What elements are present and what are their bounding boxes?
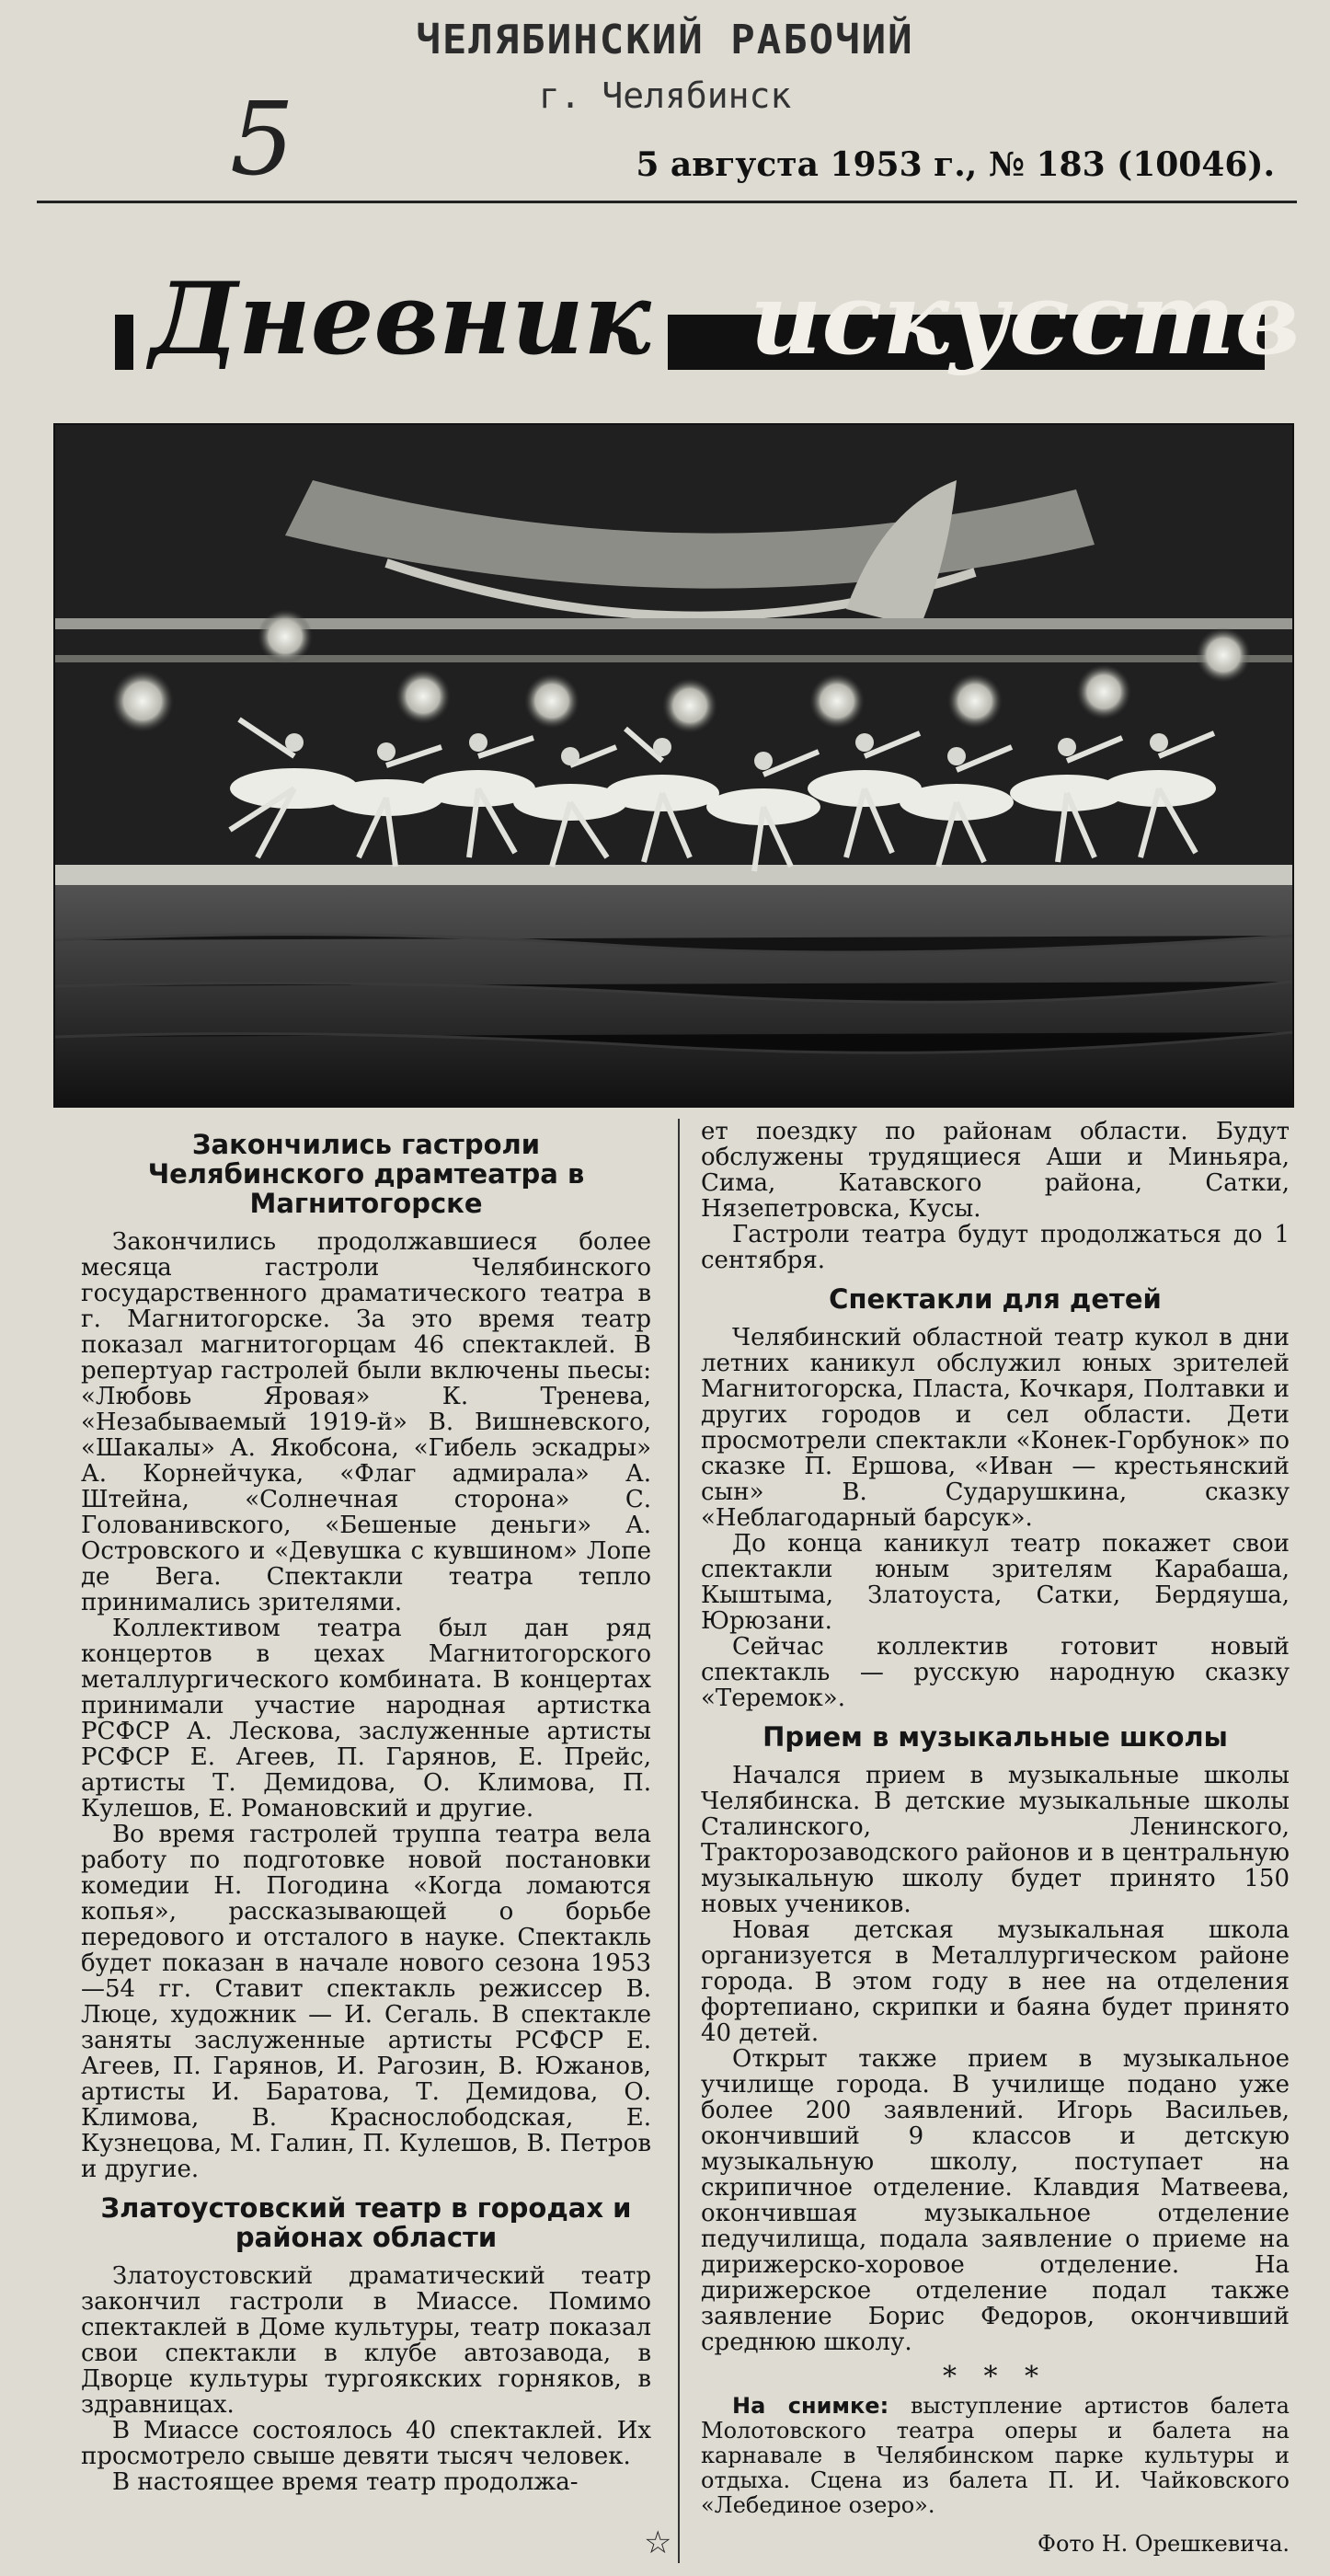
left-column [81, 1119, 651, 2495]
article-paragraph: Златоустовский драматический театр закончил гастроли в Миассе. Помимо спектаклей в Доме культуры, театр показал свои спектакли в клубе автозавода, в Дворце культуры тургоякских горняков, в здравницах. [81, 2262, 651, 2419]
section-heading [115, 261, 1301, 377]
heading-word-1: Дневник [133, 269, 668, 370]
article-paragraph: В настоящее время театр продолжа- [112, 2468, 579, 2496]
article-magnitogorsk [81, 1130, 651, 2182]
separator-stars: * * * [942, 2361, 1049, 2393]
article-title: Прием в музыкальные школы [762, 1721, 1228, 1753]
article-music-schools [701, 1722, 1290, 2355]
top-rule [37, 201, 1297, 203]
article-paragraph: Гастроли театра будут продолжаться до 1 сентября. [701, 1221, 1290, 1274]
article-zlatoust [81, 2193, 651, 2495]
caption-label: На снимке: [732, 2393, 889, 2419]
handwritten-mark: 5 [230, 80, 294, 198]
article-paragraph: Закончились продолжавшиеся более месяца гастроли Челябинского государственного драматического театра в г. Магнитогорске. За это время театр показал магнитогорцам 46 спектаклей. В репертуар гастролей были включены пьесы: «Любовь Яровая» К. Тренева, «Незабываемый 1919-й» В. Вишневского, «Шакалы» А. Якобсона, «Гибель эскадры» А. Корнейчука, «Флаг адмирала» А. Штейна, «Солнечная сторона» С. Голованивского, «Бешеные деньги» А. Островского и «Девушка с кувшином» Лопе де Вега. Спектакли театра тепло принимались зрителями. [81, 1228, 651, 1616]
column-rule [678, 1119, 680, 2563]
article-paragraph: Челябинский областной театр кукол в дни летних каникул обслужил юных зрителей Магнитогорска, Пласта, Кочкаря, Полтавки и других городов и сел области. Дети просмотрели спектакли «Конек-Горбунок» по сказке П. Ершова, «Иван — крестьянский сын» В. Сударушкина, сказку «Неблагодарный барсук». [701, 1324, 1290, 1532]
article-paragraph: Открыт также прием в музыкальное училище города. В училище подано уже более 200 заявлений. Игорь Васильев, окончивший 9 классов и детскую музыкальную школу, поступает на скрипичное отделение. Клавдия Матвеева, окончившая музыкальное отделение педучилища, подала заявление о приеме на дирижерско-хоровое отделение. На дирижерское отделение подал также заявление Борис Федоров, окончивший среднюю школу. [701, 2045, 1290, 2356]
ballet-photo [53, 423, 1294, 1108]
right-column [701, 1119, 1290, 2557]
newspaper-stamp-title: ЧЕЛЯБИНСКИЙ РАБОЧИЙ [416, 17, 914, 63]
newspaper-stamp-city: г. Челябинск [538, 75, 792, 116]
article-paragraph: Коллективом театра был дан ряд концертов в цехах Магнитогорского металлургического комбината. В концертах принимали участие народная артистка РСФСР А. Лескова, заслуженные артисты РСФСР Е. Агеев, П. Гарянов, Е. Прейс, артисты Т. Демидова, О. Климова, П. Кулешов, Е. Романовский и другие. [81, 1615, 651, 1823]
article-children-shows [701, 1284, 1290, 1711]
photo-credit: Фото Н. Орешкевича. [1038, 2531, 1290, 2557]
article-paragraph: Сейчас коллектив готовит новый спектакль — русскую народную сказку «Теремок». [701, 1633, 1290, 1712]
ballet-photo-image [55, 425, 1292, 1106]
article-paragraph: До конца каникул театр покажет свои спектакли юным зрителям Карабаша, Кыштыма, Златоуста, Сатки, Бердяуша, Юрюзани. [701, 1530, 1290, 1635]
issue-date: 5 августа 1953 г., № 183 (10046). [636, 145, 1275, 184]
caption-text: выступление артистов балета Молотовского театра оперы и балета на карнавале в Челябинском парке культуры и отдыха. Сцена из балета П. И. Чайковского «Лебединое озеро». [701, 2393, 1290, 2518]
photo-caption [701, 2394, 1290, 2518]
article-paragraph: Новая детская музыкальная школа организуется в Металлургическом районе города. В этом году в нее на отделения фортепиано, скрипки и баяна будет принято 40 детей. [701, 1916, 1290, 2047]
article-continuation: ет поездку по районам области. Будут обслужены трудящиеся Аши и Миньяра, Сима, Катавского района, Сатки, Нязепетровска, Кусы. [701, 1118, 1290, 1223]
article-paragraph: В Миассе состоялось 40 спектаклей. Их просмотрело свыше девяти тысяч человек. [81, 2417, 651, 2470]
heading-word-2: искусств [750, 261, 1301, 377]
article-title: Закончились гастроли Челябинского драмтеатра в Магнитогорске [147, 1129, 585, 1219]
article-title: Спектакли для детей [829, 1283, 1162, 1315]
article-paragraph: Во время гастролей труппа театра вела работу по подготовке новой постановки комедии Н. Погодина «Когда ломаются копья», рассказывающей о борьбе передового и отсталого в науке. Спектакль будет показан в начале нового сезона 1953—54 гг. Ставит спектакль режиссер В. Люце, художник — И. Сегаль. В спектакле заняты заслуженные артисты РСФСР Е. Агеев, П. Гарянов, И. Рагозин, В. Южанов, артисты И. Баратова, Т. Демидова, О. Климова, В. Краснослободская, Е. Кузнецова, М. Галин, П. Кулешов, В. Петров и другие. [81, 1821, 651, 2183]
article-title: Златоустовский театр в городах и районах области [100, 2192, 632, 2253]
article-paragraph: Начался прием в музыкальные школы Челябинска. В детские музыкальные школы Сталинского, Ленинского, Тракторозаводского районов и в центральную музыкальную школу будет принято 150 новых учеников. [701, 1762, 1290, 1918]
star-icon: ☆ [644, 2524, 672, 2561]
